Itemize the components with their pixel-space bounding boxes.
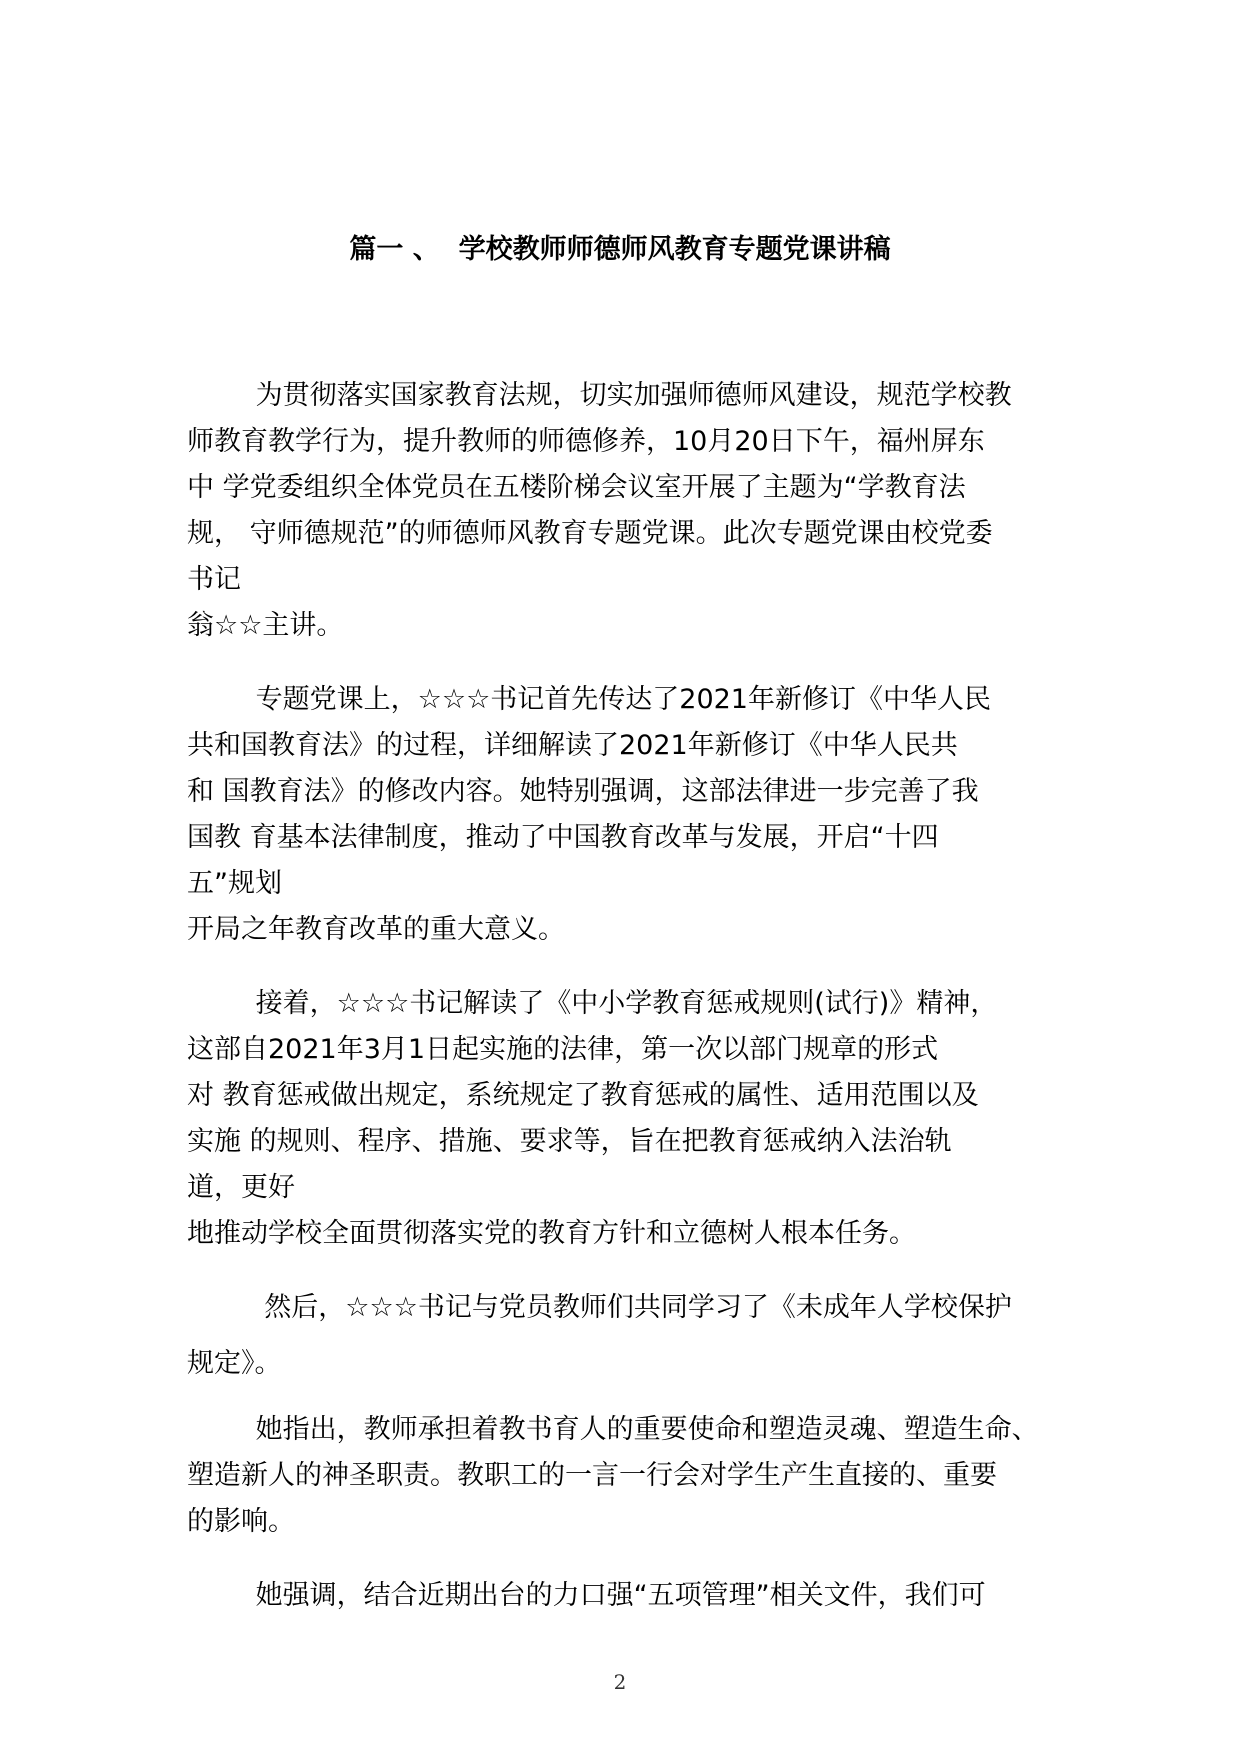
body-line: 五”规划 [187,868,282,899]
body-line: 国教 育基本法律制度，推动了中国教育改革与发展，开启“十四 [187,822,939,853]
body-line: 实施 的规则、程序、措施、要求等，旨在把教育惩戒纳入法治轨 [187,1126,952,1157]
body-line: 开局之年教育改革的重大意义。 [187,914,565,945]
body-line: 地推动学校全面贯彻落实党的教育方针和立德树人根本任务。 [187,1218,916,1249]
body-line: 接着，☆☆☆书记解读了《中小学教育惩戒规则(试行)》精神， [187,988,998,1019]
body-line: 中 学党委组织全体党员在五楼阶梯会议室开展了主题为“学教育法 [187,472,966,503]
body-line: 对 教育惩戒做出规定，系统规定了教育惩戒的属性、适用范围以及 [187,1080,979,1111]
body-line: 道，更好 [187,1172,295,1203]
body-line: 和 国教育法》的修改内容。她特别强调，这部法律进一步完善了我 [187,776,979,807]
body-line: 翁☆☆主讲。 [187,610,344,641]
document-title: 篇一 、 学校教师师德师风教育专题党课讲稿 [349,234,891,265]
body-line: 然后，☆☆☆书记与党员教师们共同学习了《未成年人学校保护 [187,1292,1012,1323]
body-line: 规， 守师德规范”的师德师风教育专题党课。此次专题党课由校党委 [187,518,993,549]
body-line: 的影响。 [187,1506,295,1537]
body-line: 为贯彻落实国家教育法规，切实加强师德师风建设，规范学校教 [187,380,1012,411]
body-line: 塑造新人的神圣职责。教职工的一言一行会对学生产生直接的、重要 [187,1460,997,1491]
body-line: 这部自2021年3月1日起实施的法律，第一次以部门规章的形式 [187,1034,939,1065]
body-line: 师教育教学行为，提升教师的师德修养，10月20日下午，福州屏东 [187,426,985,457]
body-line: 她强调，结合近期出台的力口强“五项管理”相关文件，我们可 [187,1580,986,1611]
body-line: 规定》。 [187,1348,282,1379]
body-line: 书记 [187,564,241,595]
page-number: 2 [613,1670,627,1694]
body-line: 专题党课上，☆☆☆书记首先传达了2021年新修订《中华人民 [187,684,991,715]
body-line: 她指出，教师承担着教书育人的重要使命和塑造灵魂、塑造生命、 [187,1414,1039,1445]
body-line: 共和国教育法》的过程，详细解读了2021年新修订《中华人民共 [187,730,958,761]
